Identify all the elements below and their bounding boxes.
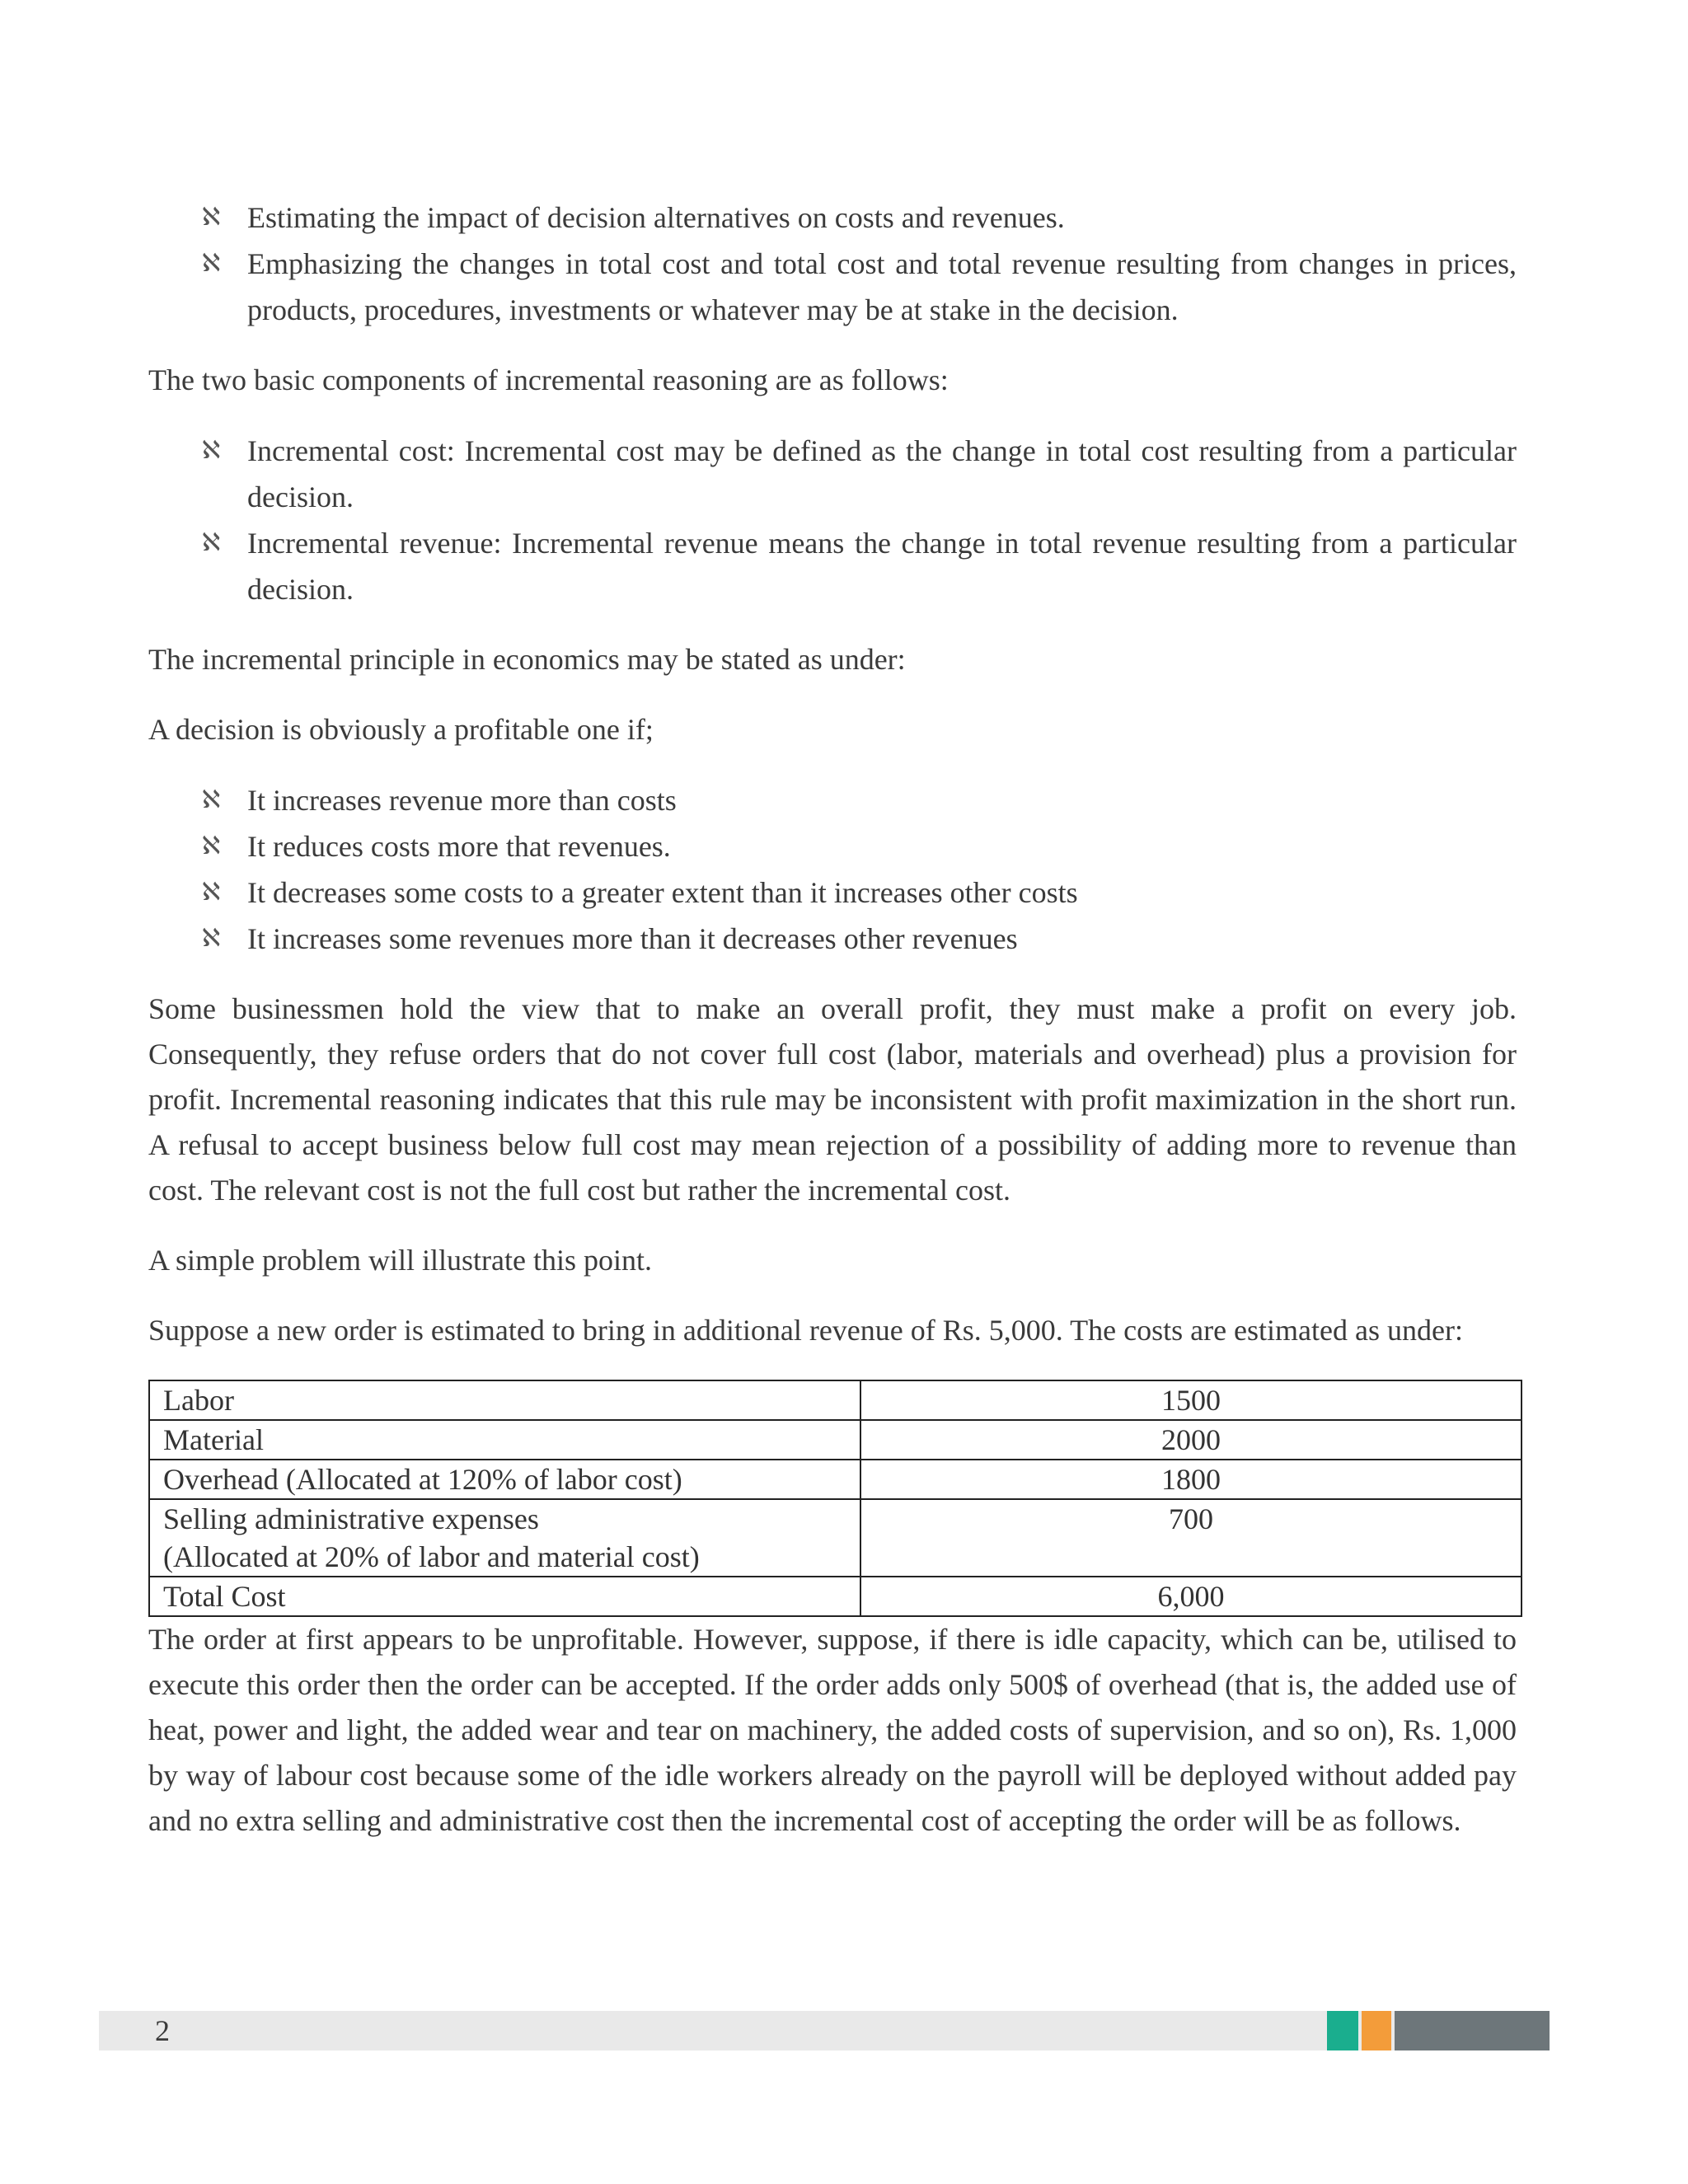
aleph-bullet-icon: ℵ [201, 832, 221, 860]
decision-heading: A decision is obviously a profitable one if; [148, 713, 654, 746]
table-row [149, 1420, 1522, 1460]
list-item: ℵ Estimating the impact of decision alternatives on costs and revenues. [148, 194, 1517, 241]
components-heading: The two basic components of incremental reasoning are as follows: [148, 363, 949, 396]
gray-accent-bar [1395, 2011, 1550, 2050]
table-row [149, 1380, 1522, 1420]
decision-bullet-list [148, 777, 1517, 962]
cost-amount-cell: 1800 [860, 1460, 1522, 1499]
aleph-bullet-icon: ℵ [201, 786, 221, 813]
aleph-bullet-icon: ℵ [201, 879, 221, 906]
list-item: ℵ Incremental cost: Incremental cost may be defined as the change in total cost resulting from a particular decision. [148, 428, 1517, 520]
cost-table [148, 1380, 1522, 1617]
illustrate-paragraph: A simple problem will illustrate this point. [148, 1244, 652, 1277]
table-row [149, 1460, 1522, 1499]
list-item: ℵ Emphasizing the changes in total cost and total cost and total revenue resulting from changes in prices, products, procedures, investments or whatever may be at stake in the decision. [148, 241, 1517, 333]
suppose-paragraph: Suppose a new order is estimated to bring in additional revenue of Rs. 5,000. The costs are estimated as under: [148, 1314, 1463, 1347]
principle-heading: The incremental principle in economics may be stated as under: [148, 643, 906, 676]
aleph-bullet-icon: ℵ [201, 529, 221, 556]
cost-item-cell: Overhead (Allocated at 120% of labor cost) [149, 1460, 860, 1499]
cost-item-cell: Material [149, 1420, 860, 1460]
cost-amount-cell: 700 [860, 1499, 1522, 1577]
teal-accent-block [1327, 2011, 1358, 2050]
list-item: ℵ It reduces costs more that revenues. [148, 823, 1517, 869]
components-bullet-list [148, 428, 1517, 612]
aleph-bullet-icon: ℵ [201, 204, 221, 231]
page-number: 2 [155, 2014, 170, 2047]
intro-bullet-list [148, 194, 1517, 333]
order-paragraph: The order at first appears to be unprofitable. However, suppose, if there is idle capacity, which can be, utilised to execute this order then the order can be accepted. If the order adds only 500$ of overhead (that is, the added use of heat, power and light, the added wear and tear on machinery, the added costs of supervision, and so on), Rs. 1,000 by way of labour cost because some of the idle workers already on the payroll will be deployed without added pay and no extra selling and administrative cost then the incremental cost of accepting the order will be as follows. [148, 1623, 1517, 1837]
cost-item-cell: Total Cost [149, 1577, 860, 1616]
table-row [149, 1577, 1522, 1616]
cost-item-cell [149, 1499, 860, 1577]
aleph-bullet-icon: ℵ [201, 250, 221, 277]
cost-amount-cell: 1500 [860, 1380, 1522, 1420]
list-item: ℵ It increases some revenues more than it decreases other revenues [148, 916, 1517, 962]
page-content [148, 194, 1517, 1844]
businessmen-paragraph: Some businessmen hold the view that to make an overall profit, they must make a profit on every job. Consequently, they refuse orders that do not cover full cost (labor, materials and overhead) plus a provision for profit. Incremental reasoning indicates that this rule may be inconsistent with profit maximization in the short run. A refusal to accept business below full cost may mean rejection of a possibility of adding more to revenue than cost. The relevant cost is not the full cost but rather the incremental cost. [148, 992, 1517, 1207]
aleph-bullet-icon: ℵ [201, 437, 221, 464]
cost-item-line: Selling administrative expenses [163, 1502, 539, 1535]
list-item: ℵ It increases revenue more than costs [148, 777, 1517, 823]
cost-item-line-2: (Allocated at 20% of labor and material cost) [163, 1540, 700, 1573]
cost-amount-cell: 6,000 [860, 1577, 1522, 1616]
orange-accent-block [1362, 2011, 1391, 2050]
list-item: ℵ Incremental revenue: Incremental revenue means the change in total revenue resulting from a particular decision. [148, 520, 1517, 612]
list-item: ℵ It decreases some costs to a greater extent than it increases other costs [148, 869, 1517, 916]
cost-amount-cell: 2000 [860, 1420, 1522, 1460]
table-row [149, 1499, 1522, 1577]
cost-item-cell: Labor [149, 1380, 860, 1420]
page-footer [99, 2011, 1550, 2050]
aleph-bullet-icon: ℵ [201, 925, 221, 952]
